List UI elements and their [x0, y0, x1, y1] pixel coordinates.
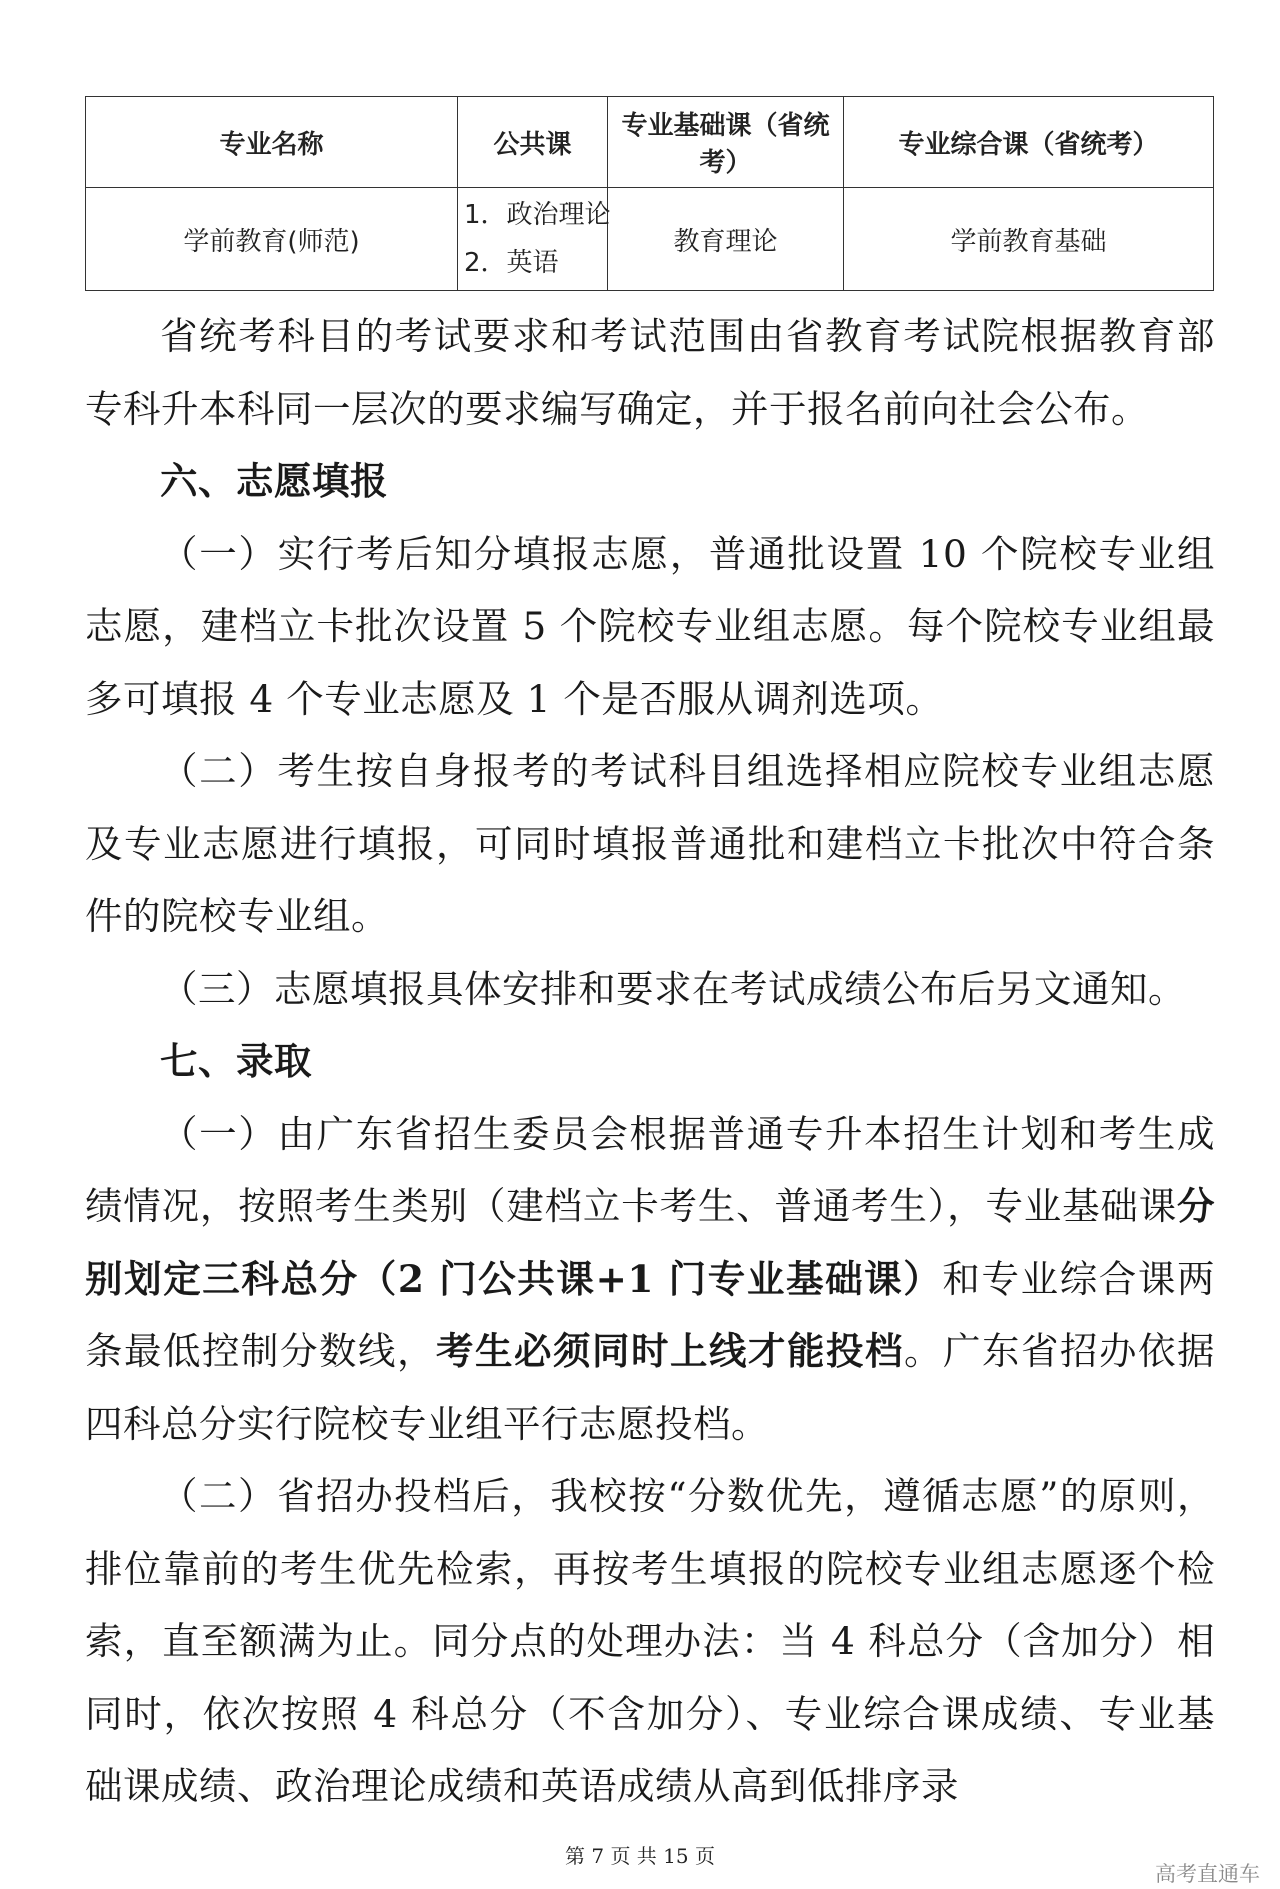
header-basic-course: 专业基础课（省统考）: [608, 97, 844, 188]
document-body: [85, 300, 1215, 1823]
cell-basic-course: 教育理论: [608, 188, 844, 291]
page-number: 第 7 页 共 15 页: [565, 1844, 715, 1868]
admission-1-text-c: 。广东省招办依据四科总分实行院校专业组平行志愿投档。: [85, 1329, 1215, 1446]
header-public-course: 公共课: [458, 97, 608, 188]
cell-public-courses: [458, 188, 611, 291]
paragraph-application-3: （三）志愿填报具体安排和要求在考试成绩公布后另文通知。: [160, 966, 1186, 1011]
paragraph-application-2: （二）考生按自身报考的考试科目组选择相应院校专业组志愿及专业志愿进行填报，可同时填报普通批和建档立卡批次中符合条件的院校专业组。: [85, 749, 1215, 938]
watermark-logo-text: 高考直通车: [1155, 1862, 1260, 1886]
cell-comprehensive-course: 学前教育基础: [844, 188, 1214, 291]
section-heading-admission: 七、录取: [160, 1039, 312, 1083]
admission-1-text-b: 和专业综合课两条最低控制分数线，: [85, 1256, 1216, 1373]
admission-1-bold-b: 考生必须同时上线才能投档: [436, 1329, 904, 1373]
public-course-politics: 1．政治理论: [464, 200, 611, 230]
table-row: [86, 188, 1214, 291]
paragraph-exam-scope: 省统考科目的考试要求和考试范围由省教育考试院根据教育部专科升本科同一层次的要求编写确定，并于报名前向社会公布。: [85, 314, 1215, 431]
admission-1-bold-a: 分别划定三科总分（2 门公共课+1 门专业基础课）: [85, 1184, 1215, 1301]
exam-subjects-table: [85, 96, 1214, 291]
paragraph-admission-1: [85, 1098, 1215, 1461]
admission-1-text-a: （一）由广东省招生委员会根据普通专升本招生计划和考生成绩情况，按照考生类别（建档立卡考生、普通考生），专业基础课: [85, 1111, 1215, 1228]
table-header-row: [86, 97, 1214, 188]
header-comprehensive-course: 专业综合课（省统考）: [844, 97, 1214, 188]
paragraph-application-1: （一）实行考后知分填报志愿，普通批设置 10 个院校专业组志愿，建档立卡批次设置 5 个院校专业组志愿。每个院校专业组最多可填报 4 个专业志愿及 1 个是否服从调剂选项。: [85, 531, 1215, 721]
public-course-english: 2．英语: [464, 248, 559, 278]
cell-major: 学前教育(师范): [86, 188, 458, 291]
paragraph-admission-2: （二）省招办投档后，我校按“分数优先，遵循志愿”的原则，排位靠前的考生优先检索，再按考生填报的院校专业组志愿逐个检索，直至额满为止。同分点的处理办法：当 4 科总分（含加分）相同时，依次按照 4 科总分（不含加分）、专业综合课成绩、专业基础课成绩、政治理论成绩和英语成绩从高到低排序录: [85, 1474, 1215, 1808]
header-major-name: 专业名称: [86, 97, 458, 188]
section-heading-application: 六、志愿填报: [160, 459, 388, 503]
